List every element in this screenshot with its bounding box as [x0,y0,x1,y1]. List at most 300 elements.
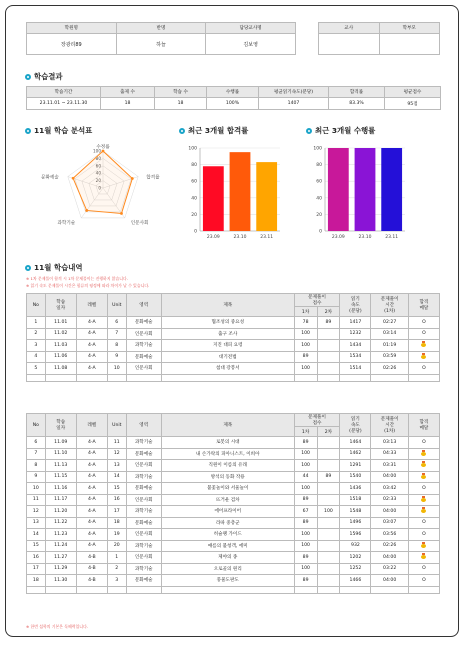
col-time: 문제풀이 시간 (1차) [371,294,408,317]
medal-icon [421,496,426,502]
results-section-title: 학습결과 [25,71,63,82]
row-title: 대기전법 [161,351,294,363]
row-level: 4-A [76,529,107,541]
row-no: 2 [27,328,46,340]
row-score-1: 100 [294,363,317,375]
row-area: 과학기술 [126,437,161,449]
row-score-2: 100 [317,506,340,518]
pass-medal-cell [408,540,439,552]
row-unit: 12 [107,448,126,460]
col-time: 문제풀이 시간 (1차) [371,414,408,437]
row-title: 출구 조사 [161,328,294,340]
row-area: 과학기술 [126,506,161,518]
pass-cell: O [408,363,439,375]
row-title: 히슬랭 가이드 [161,529,294,541]
col-no: No [27,414,46,437]
row-date: 11.09 [45,437,76,449]
medal-icon [421,461,426,467]
row-no: 6 [27,437,46,449]
history-table-1 [26,293,440,382]
row-time: 04:00 [371,506,408,518]
radar-axis-label: 인문사회 [130,220,149,226]
row-score-1: 100 [294,460,317,472]
table-row [27,437,440,449]
history-section-title: 11월 학습내역 [25,262,83,273]
table-row [27,552,440,564]
row-time: 03:42 [371,483,408,495]
pass-medal-cell [408,471,439,483]
table-row [27,448,440,460]
bar [381,148,402,231]
y-tick-label: 40 [191,196,197,202]
col-score: 문제풀이 점수 [294,414,340,427]
teacher-sign-box [319,34,380,55]
row-date: 11.13 [45,460,76,472]
row-no: 17 [27,563,46,575]
pass-medal-cell [408,552,439,564]
row-unit: 20 [107,540,126,552]
pass-cell: O [408,563,439,575]
y-tick-label: 100 [188,146,197,152]
y-tick-label: 80 [191,163,197,169]
row-time: 02:27 [371,317,408,329]
row-title: 얘름의 불청객, 에미 [161,540,294,552]
row-title: 풍물도판도 [161,575,294,587]
section-bullet-icon [306,128,312,134]
pass-rate-value: 83.3% [329,98,385,110]
row-date: 11.01 [45,317,76,329]
col-unit: Unit [107,294,126,317]
row-time: 03:22 [371,563,408,575]
row-date: 11.16 [45,483,76,495]
row-speed: 1514 [340,363,371,375]
row-speed: 1518 [340,494,371,506]
row-no: 18 [27,575,46,587]
col-no: No [27,294,46,317]
row-speed: 1434 [340,340,371,352]
col-pass: 합격 메달 [408,414,439,437]
row-level: 4-A [76,437,107,449]
row-score-1: 89 [294,552,317,564]
row-level: 4-A [76,448,107,460]
row-speed: 1466 [340,575,371,587]
bar [203,166,224,231]
row-date: 11.20 [45,506,76,518]
row-no: 10 [27,483,46,495]
row-score-1: 100 [294,529,317,541]
row-time: 04:00 [371,552,408,564]
signature-table [318,22,440,55]
row-time: 02:33 [371,494,408,506]
radar-series [73,148,132,213]
row-unit: 2 [107,563,126,575]
radar-point [85,209,88,212]
row-time: 03:59 [371,351,408,363]
row-title: 제야의 종 [161,552,294,564]
col-first: 1차 [294,427,317,437]
col-level: 레벨 [76,414,107,437]
table-row [27,517,440,529]
row-title: 뜨거운 검차 [161,494,294,506]
row-speed: 1291 [340,460,371,472]
row-level: 4-A [76,483,107,495]
row-area: 과학기술 [126,563,161,575]
medal-icon [421,473,426,479]
assigned-value: 18 [101,98,155,110]
row-score-1: 78 [294,317,317,329]
row-score-2 [317,351,340,363]
section-bullet-icon [25,128,31,134]
footer-note: ※ 한번 섬학의 기본은 독해력입니다. [26,624,89,629]
row-score-2 [317,529,340,541]
row-score-1: 100 [294,483,317,495]
row-unit: 7 [107,328,126,340]
row-unit: 14 [107,471,126,483]
col-learned: 학습 수 [155,87,207,98]
row-no: 15 [27,540,46,552]
col-score: 문제풀이 점수 [294,294,340,307]
table-row [27,483,440,495]
row-score-2 [317,517,340,529]
table-row [27,460,440,472]
row-title: 직원이 이름의 유래 [161,460,294,472]
table-row [27,494,440,506]
radar-axis-label: 수정률 [96,145,110,150]
row-score-2 [317,363,340,375]
row-score-1: 44 [294,471,317,483]
row-area: 과학기술 [126,471,161,483]
row-area: 문화예술 [126,317,161,329]
pass-medal-cell [408,506,439,518]
row-level: 4-A [76,328,107,340]
row-score-2 [317,575,340,587]
row-no: 9 [27,471,46,483]
col-second: 2차 [317,307,340,317]
row-title: 내 손가락의 피아니스트, 이희아 [161,448,294,460]
radar-axis-label: 과학기술 [57,220,76,226]
col-class: 반명 [116,23,206,34]
col-date: 학습 일자 [45,294,76,317]
col-assigned: 출제 수 [101,87,155,98]
row-unit: 16 [107,494,126,506]
x-tick-label: 23.10 [358,235,372,240]
row-area: 과학기술 [126,540,161,552]
row-date: 11.03 [45,340,76,352]
row-unit: 18 [107,517,126,529]
row-level: 4-A [76,506,107,518]
pass-medal-cell [408,351,439,363]
row-date: 11.17 [45,494,76,506]
row-score-2 [317,494,340,506]
col-pass-rate: 합격률 [329,87,385,98]
col-teacher-sign: 교사 [319,23,380,34]
row-area: 인문사회 [126,328,161,340]
col-parent-sign: 학부모 [379,23,440,34]
row-date: 11.10 [45,448,76,460]
row-date: 11.08 [45,363,76,375]
row-no: 7 [27,448,46,460]
row-area: 인문사회 [126,494,161,506]
row-score-1: 89 [294,437,317,449]
y-tick-label: 80 [316,163,322,169]
row-speed: 932 [340,540,371,552]
row-unit: 15 [107,483,126,495]
row-speed: 1534 [340,351,371,363]
row-date: 11.06 [45,351,76,363]
row-no: 4 [27,351,46,363]
bar [256,162,277,231]
y-tick-label: 60 [316,179,322,185]
medal-icon [421,542,426,548]
row-date: 11.22 [45,517,76,529]
academy-info-table [26,22,296,55]
row-level: 4-B [76,552,107,564]
col-academy: 학원명 [27,23,117,34]
radar-chart [40,138,170,243]
performance-chart [305,138,415,246]
col-area: 영역 [126,294,161,317]
y-tick-label: 60 [191,179,197,185]
row-score-2 [317,563,340,575]
table-row-empty [27,374,440,381]
row-no: 3 [27,340,46,352]
row-time: 01:19 [371,340,408,352]
row-level: 4-A [76,540,107,552]
pass-rate-chart [180,138,290,246]
col-period: 학습기간 [27,87,101,98]
row-area: 인문사회 [126,552,161,564]
history-table-2 [26,413,440,594]
row-no: 8 [27,460,46,472]
row-date: 11.29 [45,563,76,575]
y-tick-label: 20 [191,212,197,218]
row-unit: 6 [107,317,126,329]
row-unit: 1 [107,552,126,564]
parent-sign-box [379,34,440,55]
row-level: 4-A [76,494,107,506]
row-score-1: 89 [294,494,317,506]
avg-score-value: 95점 [385,98,441,110]
table-row [27,575,440,587]
row-time: 04:00 [371,471,408,483]
row-score-1: 89 [294,517,317,529]
pass-cell: O [408,483,439,495]
row-area: 인문사회 [126,529,161,541]
pass-medal-cell [408,460,439,472]
pass-cell: O [408,328,439,340]
row-level: 4-A [76,351,107,363]
y-tick-label: 0 [319,229,322,235]
radar-point [72,177,75,180]
row-speed: 1202 [340,552,371,564]
learned-value: 18 [155,98,207,110]
row-unit: 13 [107,460,126,472]
row-unit: 11 [107,437,126,449]
row-title: 로봇의 시대 [161,437,294,449]
teacher-value: 김보영 [206,34,296,55]
pass-medal-cell [408,494,439,506]
pass-medal-cell [408,448,439,460]
row-score-1: 100 [294,340,317,352]
row-no: 13 [27,517,46,529]
row-no: 12 [27,506,46,518]
x-tick-label: 23.11 [260,235,274,240]
table-row [27,351,440,363]
radar-point [102,150,105,153]
row-unit: 8 [107,340,126,352]
section-bullet-icon [25,74,31,80]
row-score-2 [317,483,340,495]
row-time: 03:14 [371,328,408,340]
row-time: 02:26 [371,540,408,552]
table-row [27,340,440,352]
medal-icon [421,553,426,559]
row-score-1: 100 [294,448,317,460]
col-reading-speed: 평균읽기속도(분당) [259,87,329,98]
row-score-1: 89 [294,351,317,363]
row-no: 1 [27,317,46,329]
radar-tick-label: 100 [93,148,101,154]
row-date: 11.15 [45,471,76,483]
table-row [27,328,440,340]
row-score-1: 100 [294,563,317,575]
col-level: 레벨 [76,294,107,317]
section-bullet-icon [179,128,185,134]
pass-cell: O [408,517,439,529]
row-area: 인문사회 [126,460,161,472]
col-avg-score: 평균점수 [385,87,441,98]
row-title: 에어프라이어 [161,506,294,518]
row-level: 4-A [76,317,107,329]
row-no: 16 [27,552,46,564]
row-level: 4-B [76,563,107,575]
row-level: 4-B [76,575,107,587]
row-score-1: 67 [294,506,317,518]
row-score-2 [317,340,340,352]
history-note-1: ※ 1차 문제풀이 합격 시 1차 문제풀이는 진행하지 않습니다. [26,276,129,281]
radar-axis-label: 합격률 [146,175,160,181]
x-tick-label: 23.09 [331,235,345,240]
row-time: 03:31 [371,460,408,472]
row-speed: 1548 [340,506,371,518]
bar [230,152,251,231]
row-time: 04:33 [371,448,408,460]
row-no: 5 [27,363,46,375]
y-tick-label: 100 [313,146,322,152]
row-score-2 [317,437,340,449]
row-time: 03:56 [371,529,408,541]
medal-icon [421,507,426,513]
row-speed: 1462 [340,448,371,460]
row-speed: 1596 [340,529,371,541]
row-no: 11 [27,494,46,506]
row-unit: 10 [107,363,126,375]
col-second: 2차 [317,427,340,437]
row-time: 04:00 [371,575,408,587]
row-score-1: 100 [294,328,317,340]
medal-icon [421,341,426,347]
col-teacher: 담당교사명 [206,23,296,34]
table-row-empty [27,586,440,593]
row-score-1: 89 [294,575,317,587]
col-area: 영역 [126,414,161,437]
row-title: 첨대 강봉서 [161,363,294,375]
row-date: 11.27 [45,552,76,564]
table-row [27,563,440,575]
row-score-1: 100 [294,540,317,552]
row-area: 문화예술 [126,517,161,529]
row-speed: 1232 [340,328,371,340]
table-row [27,540,440,552]
row-title: 방석의 동화 작용 [161,471,294,483]
row-score-2 [317,540,340,552]
period-value: 23.11.01 ~ 23.11.30 [27,98,101,110]
row-area: 인문사회 [126,363,161,375]
row-score-2 [317,552,340,564]
table-row [27,471,440,483]
row-no: 14 [27,529,46,541]
row-speed: 1464 [340,437,371,449]
pass-medal-cell [408,340,439,352]
bar [355,148,376,231]
radar-point [131,177,134,180]
row-level: 4-A [76,363,107,375]
row-title: 불꽃놀이와 서울놀이 [161,483,294,495]
row-unit: 17 [107,506,126,518]
col-performance: 수행률 [207,87,259,98]
row-date: 11.02 [45,328,76,340]
medal-icon [421,353,426,359]
row-speed: 1540 [340,471,371,483]
x-tick-label: 23.09 [206,235,220,240]
row-area: 과학기술 [126,340,161,352]
pass-cell: O [408,575,439,587]
radar-point [120,212,123,215]
row-score-2: 89 [317,317,340,329]
col-unit: Unit [107,414,126,437]
history-note-2: ※ 읽기 속도 문제풀이 시간은 합류의 평정에 따라 차이가 날 수 있습니다. [26,283,150,288]
row-time: 03:13 [371,437,408,449]
row-speed: 1436 [340,483,371,495]
y-tick-label: 0 [194,229,197,235]
class-value: 하늘 [116,34,206,55]
row-area: 문화예술 [126,448,161,460]
row-area: 문화예술 [126,351,161,363]
pass-chart-title: 최근 3개월 합격률 [179,125,248,136]
col-speed: 읽기 속도 (분당) [340,294,371,317]
reading-speed-value: 1407 [259,98,329,110]
row-speed: 1417 [340,317,371,329]
row-speed: 1252 [340,563,371,575]
row-score-2 [317,460,340,472]
bar [328,148,349,231]
y-tick-label: 20 [316,212,322,218]
row-area: 문화예술 [126,575,161,587]
medal-icon [421,450,426,456]
row-title: 오로골의 원리 [161,563,294,575]
row-score-2 [317,448,340,460]
row-time: 02:26 [371,363,408,375]
col-title: 제목 [161,294,294,317]
col-speed: 읽기 속도 (분당) [340,414,371,437]
pass-cell: O [408,317,439,329]
academy-value: 장광리89 [27,34,117,55]
results-table [26,86,441,110]
row-speed: 1496 [340,517,371,529]
row-score-2: 89 [317,471,340,483]
row-unit: 19 [107,529,126,541]
table-row [27,317,440,329]
